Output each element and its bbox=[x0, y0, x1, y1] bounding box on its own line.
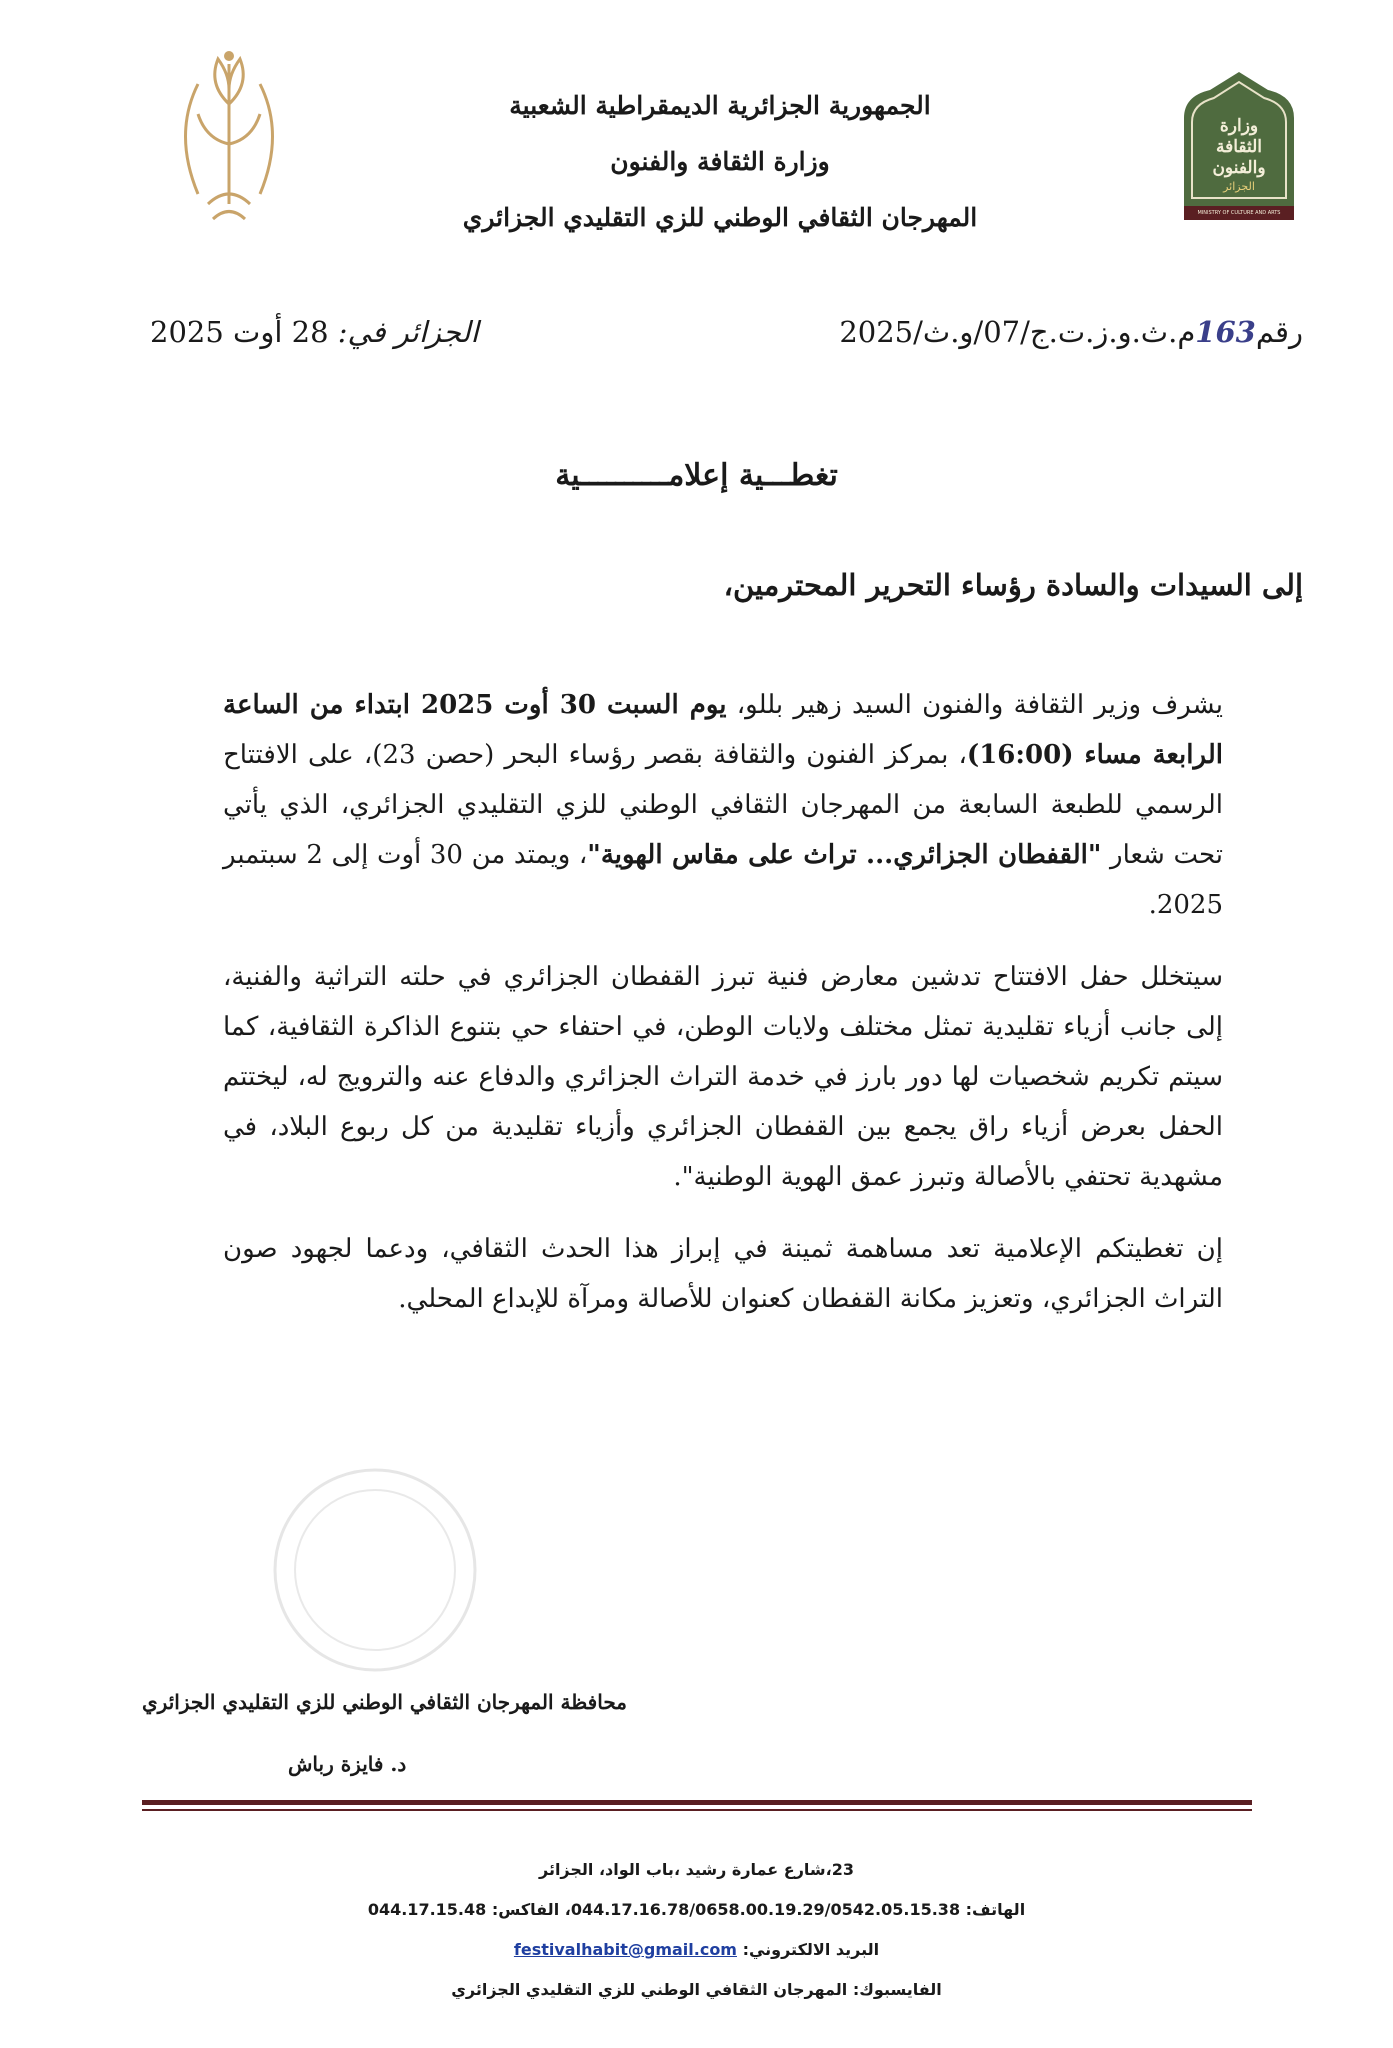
footer-facebook: الفايسبوك: المهرجان الثقافي الوطني للزي التقليدي الجزائري bbox=[451, 1980, 942, 1999]
date-value: 28 أوت 2025 bbox=[150, 315, 329, 349]
letterhead bbox=[420, 78, 1020, 246]
signature-name: د. فايزة رباش bbox=[288, 1752, 407, 1776]
footer-address: 23،شارع عمارة رشيد ،باب الواد، الجزائر bbox=[538, 1860, 854, 1879]
reference-prefix: رقم bbox=[1255, 315, 1303, 349]
signature-organization: محافظة المهرجان الثقافي الوطني للزي التقليدي الجزائري bbox=[142, 1690, 627, 1714]
footer-email-link[interactable]: festivalhabit@gmail.com bbox=[513, 1940, 737, 1959]
reference-number bbox=[839, 315, 1303, 349]
festival-logo-icon bbox=[168, 44, 290, 229]
footer-contact bbox=[0, 1850, 1393, 2010]
p1-event-time: يوم السبت 30 أوت 2025 ابتداء من الساعة الرابعة مساء (16:00) bbox=[223, 690, 1224, 770]
footer-email-line bbox=[0, 1930, 1393, 1970]
p1-slogan: "القفطان الجزائري... تراث على مقاس الهوية" bbox=[587, 840, 1102, 870]
ministry-logo-subtext: الجزائر bbox=[1223, 180, 1255, 193]
document-title: تغطـــية إعلامــــــــــية bbox=[555, 458, 838, 493]
reference-handwritten-number: 163 bbox=[1195, 315, 1256, 349]
footer-divider bbox=[142, 1800, 1252, 1805]
header-festival: المهرجان الثقافي الوطني للزي التقليدي الجزائري bbox=[462, 203, 978, 232]
letter-body bbox=[223, 680, 1223, 1346]
body-paragraph-3: إن تغطيتكم الإعلامية تعد مساهمة ثمينة في إبراز هذا الحدث الثقافي، ودعما لجهود صون التراث الجزائري، وتعزيز مكانة القفطان كعنوان للأصالة ومرآة للإبداع المحلي. bbox=[223, 1234, 1223, 1314]
reference-code: م.ث.و.ز.ت.ج/07/و.ث/2025 bbox=[839, 315, 1196, 349]
footer-phone: الهاتف: 044.17.16.78/0658.00.19.29/0542.05.15.38، الفاكس: 044.17.15.48 bbox=[367, 1900, 1026, 1919]
p1-part-e: ، ويمتد من 30 أوت إلى 2 سبتمبر 2025. bbox=[223, 840, 1223, 920]
footer-divider-thin bbox=[142, 1809, 1252, 1811]
letter-date bbox=[150, 315, 479, 349]
body-paragraph-1 bbox=[223, 680, 1223, 930]
date-label: الجزائر في: bbox=[337, 315, 479, 349]
ministry-logo-band: MINISTRY OF CULTURE AND ARTS bbox=[1197, 210, 1281, 216]
header-ministry: وزارة الثقافة والفنون bbox=[610, 147, 830, 176]
p1-part-c: ، بمركز الفنون والثقافة بقصر رؤساء البحر (حصن 23)، على الافتتاح الرسمي للطبعة السابعة من المهرجان الثقافي الوطني للزي التقليدي الجزائري، الذي يأتي تحت شعار bbox=[223, 740, 1224, 870]
salutation: إلى السيدات والسادة رؤساء التحرير المحترمين، bbox=[723, 568, 1303, 602]
ministry-logo-text: وزارة الثقافة والفنون bbox=[1212, 116, 1266, 178]
stamp-icon bbox=[250, 1460, 500, 1680]
p1-part-a: يشرف وزير الثقافة والفنون السيد زهير بللو، bbox=[726, 690, 1224, 720]
footer-email-label: البريد الالكتروني: bbox=[742, 1940, 880, 1959]
header-republic: الجمهورية الجزائرية الديمقراطية الشعبية bbox=[509, 91, 931, 120]
body-paragraph-2: سيتخلل حفل الافتتاح تدشين معارض فنية تبرز القفطان الجزائري في حلته التراثية والفنية، إلى جانب أزياء تقليدية تمثل مختلف ولايات الوطن، في احتفاء حي بتنوع الذاكرة الثقافية، كما سيتم تكريم شخصيات لها دور بارز في خدمة التراث الجزائري والدفاع عنه والترويج له، ليختتم الحفل بعرض أزياء راق يجمع بين القفطان الجزائري وأزياء تقليدية من كل ربوع البلاد، في مشهدية تحتفي بالأصالة وتبرز عمق الهوية الوطنية". bbox=[223, 962, 1223, 1192]
ministry-logo-icon bbox=[1180, 68, 1298, 224]
